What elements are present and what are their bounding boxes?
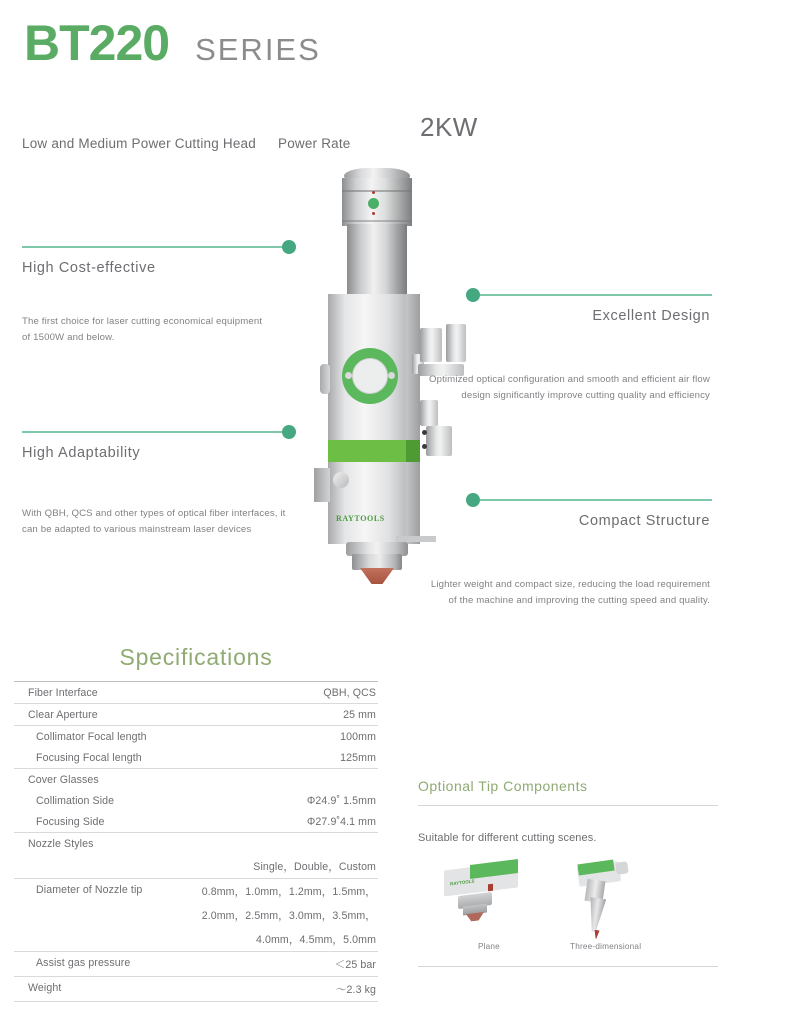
callout-dot-icon xyxy=(282,240,296,254)
spec-value: 4.0mm，4.5mm，5.0mm xyxy=(255,933,376,946)
callout-dot-icon xyxy=(466,493,480,507)
table-row xyxy=(14,790,378,811)
brand-title xyxy=(24,15,321,71)
table-row xyxy=(14,879,378,904)
tips-section-title: Optional Tip Components xyxy=(418,778,588,794)
mounting-bracket-icon xyxy=(314,468,330,502)
specifications-section xyxy=(14,644,378,1002)
three-dimensional-tip-cone-icon xyxy=(586,897,607,933)
callout-connector xyxy=(0,425,296,439)
spec-label: Focusing Side xyxy=(36,815,105,828)
callout-dot-icon xyxy=(282,425,296,439)
spec-value: Single，Double，Custom xyxy=(253,860,376,873)
table-row xyxy=(14,682,378,704)
power-rate-value: 2KW xyxy=(420,112,478,142)
spec-value-blank xyxy=(171,833,378,855)
table-row xyxy=(14,952,378,977)
gas-fitting-4-icon xyxy=(420,400,438,426)
callout-connector xyxy=(466,288,712,302)
indicator-dot-lower-icon xyxy=(372,212,375,215)
spec-value: Φ27.9˚4.1 mm xyxy=(306,815,376,828)
collimator-neck-icon xyxy=(347,224,407,296)
spec-label: Collimator Focal length xyxy=(36,730,147,743)
callout-connector xyxy=(0,240,296,254)
spec-value: 100mm xyxy=(340,730,376,743)
tips-divider-bottom xyxy=(418,966,718,967)
green-band-edge-icon xyxy=(406,440,420,462)
table-row xyxy=(14,854,378,879)
series-label: SERIES xyxy=(195,32,321,67)
nozzle-tip-icon xyxy=(360,568,394,584)
table-row xyxy=(14,747,378,769)
table-row xyxy=(14,726,378,748)
feature-callout-excellent-design xyxy=(428,288,712,404)
spec-value: ＜25 bar xyxy=(334,958,376,971)
sensor-dot-2-icon xyxy=(422,444,427,449)
table-row xyxy=(14,927,378,952)
table-row xyxy=(14,704,378,726)
spec-value xyxy=(171,769,378,791)
table-row xyxy=(14,769,378,791)
spec-value: 25 mm xyxy=(343,708,376,721)
specifications-table xyxy=(14,681,378,1002)
subtitle-row xyxy=(22,136,351,151)
table-row xyxy=(14,977,378,1002)
spec-value: 125mm xyxy=(340,751,376,764)
callout-title: Excellent Design xyxy=(592,308,710,324)
model-name: BT220 xyxy=(24,15,170,71)
tips-label-row xyxy=(418,942,718,958)
feature-callout-adaptability xyxy=(0,425,296,538)
dial-inner-icon xyxy=(352,358,388,394)
spec-label: Weight xyxy=(28,981,62,994)
tips-subtitle: Suitable for different cutting scenes. xyxy=(418,832,597,844)
dial-nub-left-icon xyxy=(345,372,352,379)
indicator-dot-upper-icon xyxy=(372,191,375,194)
spec-label: Collimation Side xyxy=(36,794,115,807)
adjust-knob-icon xyxy=(333,472,349,488)
spec-label: Nozzle Styles xyxy=(28,837,94,850)
callout-body: Lighter weight and compact size, reducing the load requirement of the machine and improving the cutting speed and quality. xyxy=(430,579,710,606)
tip-label-three-dimensional: Three-dimensional xyxy=(570,942,642,951)
callout-body: With QBH, QCS and other types of optical fiber interfaces, it can be adapted to various mainstream laser devices xyxy=(22,508,286,535)
sensor-dot-1-icon xyxy=(422,430,427,435)
callout-title: High Adaptability xyxy=(22,445,141,461)
qbh-ring-lower-icon xyxy=(342,220,412,222)
tips-image-row xyxy=(418,850,718,942)
tips-divider-top xyxy=(418,805,718,806)
callout-dot-icon xyxy=(466,288,480,302)
side-connector-icon xyxy=(320,364,330,394)
spec-value: QBH, QCS xyxy=(323,686,376,699)
table-row xyxy=(14,903,378,927)
feature-callout-compact-structure xyxy=(430,493,712,609)
callout-line xyxy=(480,499,712,501)
plane-tip-brandmark: RAYTOOLS xyxy=(450,878,475,887)
head-body-edge-icon xyxy=(406,294,420,544)
callout-line xyxy=(480,294,712,296)
spec-label: Cover Glasses xyxy=(28,773,99,786)
product-subtitle: Low and Medium Power Cutting Head xyxy=(22,136,256,151)
callout-title: Compact Structure xyxy=(578,513,710,529)
page-header xyxy=(0,0,800,170)
spec-label: Assist gas pressure xyxy=(36,956,131,969)
gas-fitting-2-icon xyxy=(446,324,466,362)
optional-tip-components-section xyxy=(418,778,718,967)
callout-line xyxy=(22,246,282,248)
spec-value: 2.0mm，2.5mm，3.0mm，3.5mm， xyxy=(201,909,376,922)
spec-value: 0.8mm，1.0mm，1.2mm，1.5mm， xyxy=(201,885,376,898)
callout-title: High Cost-effective xyxy=(22,260,156,276)
tip-label-plane: Plane xyxy=(478,942,500,951)
spec-label: Clear Aperture xyxy=(28,708,98,721)
spec-label: Fiber Interface xyxy=(28,686,98,699)
dial-nub-right-icon xyxy=(388,372,395,379)
table-row xyxy=(14,833,378,855)
spec-label: Diameter of Nozzle tip xyxy=(36,883,143,896)
nozzle-nut-icon xyxy=(352,554,402,570)
power-rate-label: Power Rate xyxy=(277,136,351,151)
callout-connector xyxy=(466,493,712,507)
qbh-ring-upper-icon xyxy=(342,190,412,192)
spec-label: Focusing Focal length xyxy=(36,751,142,764)
green-indicator-icon xyxy=(368,198,379,209)
spec-value: ～2.3 kg xyxy=(335,983,376,996)
gas-fitting-1-icon xyxy=(420,328,442,362)
gas-fitting-5-icon xyxy=(426,426,452,456)
spec-value: Φ24.9˚ 1.5mm xyxy=(306,794,376,807)
product-brandmark: RAYTOOLS xyxy=(336,514,385,523)
table-row xyxy=(14,811,378,833)
callout-body: The first choice for laser cutting economical equipment of 1500W and below. xyxy=(22,316,263,343)
three-dimensional-tip-knob-icon xyxy=(615,861,629,875)
callout-line xyxy=(22,431,282,433)
plane-tip-marker-icon xyxy=(488,884,493,892)
specifications-title: Specifications xyxy=(119,644,273,670)
callout-body: Optimized optical configuration and smooth and efficient air flow design significantly improve cutting quality and efficiency xyxy=(428,374,710,401)
feature-callout-cost-effective xyxy=(0,240,296,346)
